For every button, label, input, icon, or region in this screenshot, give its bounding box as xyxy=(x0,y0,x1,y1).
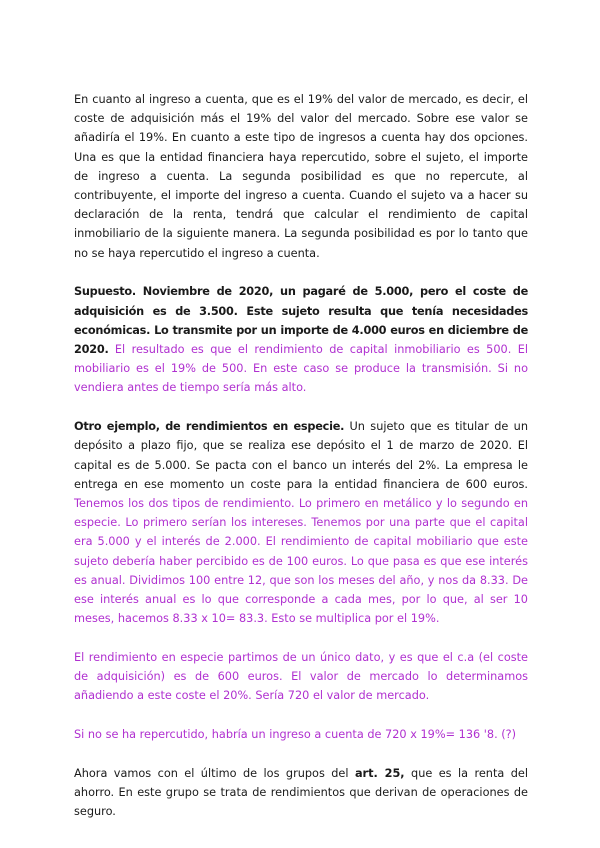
paragraph-ingreso-a-cuenta xyxy=(74,90,528,263)
ejemplo-bold-text: Otro ejemplo, de rendimientos en especie. xyxy=(74,420,345,434)
supuesto-purple-text: El resultado es que el rendimiento de capital inmobiliario es 500. El mobiliario es el 19% de 500. En este caso se produce la transmisión. Si no vendiera antes de tiempo sería más alto. xyxy=(74,343,528,395)
paragraph-text: En cuanto al ingreso a cuenta, que es el 19% del valor de mercado, es decir, el coste de adquisición más el 19% del valor del mercado. Sobre ese valor se añadiría el 19%. En cuanto a este tipo de ingresos a cuenta hay dos opciones. Una es que la entidad financiera haya repercutido, sobre el sujeto, el importe de ingreso a cuenta. La segunda posibilidad es que no repercute, al contribuyente, el importe del ingreso a cuenta. Cuando el sujeto va a hacer su declaración de la renta, tendrá que calcular el rendimiento de capital inmobiliario de la siguiente manera. La segunda posibilidad es por lo tanto que no se haya repercutido el ingreso a cuenta. xyxy=(74,93,528,260)
art25-normal-text-1: Ahora vamos con el último de los grupos del xyxy=(74,767,355,781)
paragraph-otro-ejemplo xyxy=(74,417,528,628)
paragraph-no-repercutido xyxy=(74,725,528,744)
art25-bold-text: art. 25, xyxy=(354,767,405,781)
paragraph-art-25 xyxy=(74,764,528,822)
ejemplo-purple-text: Tenemos los dos tipos de rendimiento. Lo primero en metálico y lo segundo en especie. Lo primero serían los intereses. Tenemos por una parte que el capital era 5.000 y el interés de 2.000. El rendimiento de capital mobiliario que este sujeto debería haber percibido es de 100 euros. Lo que pasa es que ese interés es anual. Dividimos 100 entre 12, que son los meses del año, y nos da 8.33. De ese interés anual es lo que corresponde a cada mes, por lo que, al ser 10 meses, hacemos 8.33 x 10= 83.3. Esto se multiplica por el 19%. xyxy=(74,497,528,626)
art25-normal-text-2: que es la renta del ahorro. En este grupo se trata de rendimientos que derivan de operaciones de seguro. xyxy=(74,767,528,819)
ejemplo-normal-text: Un sujeto que es titular de un depósito a plazo fijo, que se realiza ese depósito el 1 de marzo de 2020. El capital es de 5.000. Se pacta con el banco un interés del 2%. La empresa le entrega en ese momento un coste para la entidad financiera de 600 euros. xyxy=(74,420,528,491)
paragraph-supuesto xyxy=(74,282,528,397)
no-repercutido-purple-text: Si no se ha repercutido, habría un ingreso a cuenta de 720 x 19%= 136 '8. (?) xyxy=(74,728,517,742)
especie-purple-text: El rendimiento en especie partimos de un único dato, y es que el c.a (el coste de adquisición) es de 600 euros. El valor de mercado lo determinamos añadiendo a este coste el 20%. Sería 720 el valor de mercado. xyxy=(74,651,528,703)
paragraph-rendimiento-especie xyxy=(74,648,528,706)
supuesto-bold-text: Supuesto. Noviembre de 2020, un pagaré de 5.000, pero el coste de adquisición es de 3.500. Este sujeto resulta que tenía necesidades económicas. Lo transmite por un importe de 4.000 euros en diciembre de 2020. xyxy=(74,285,528,357)
